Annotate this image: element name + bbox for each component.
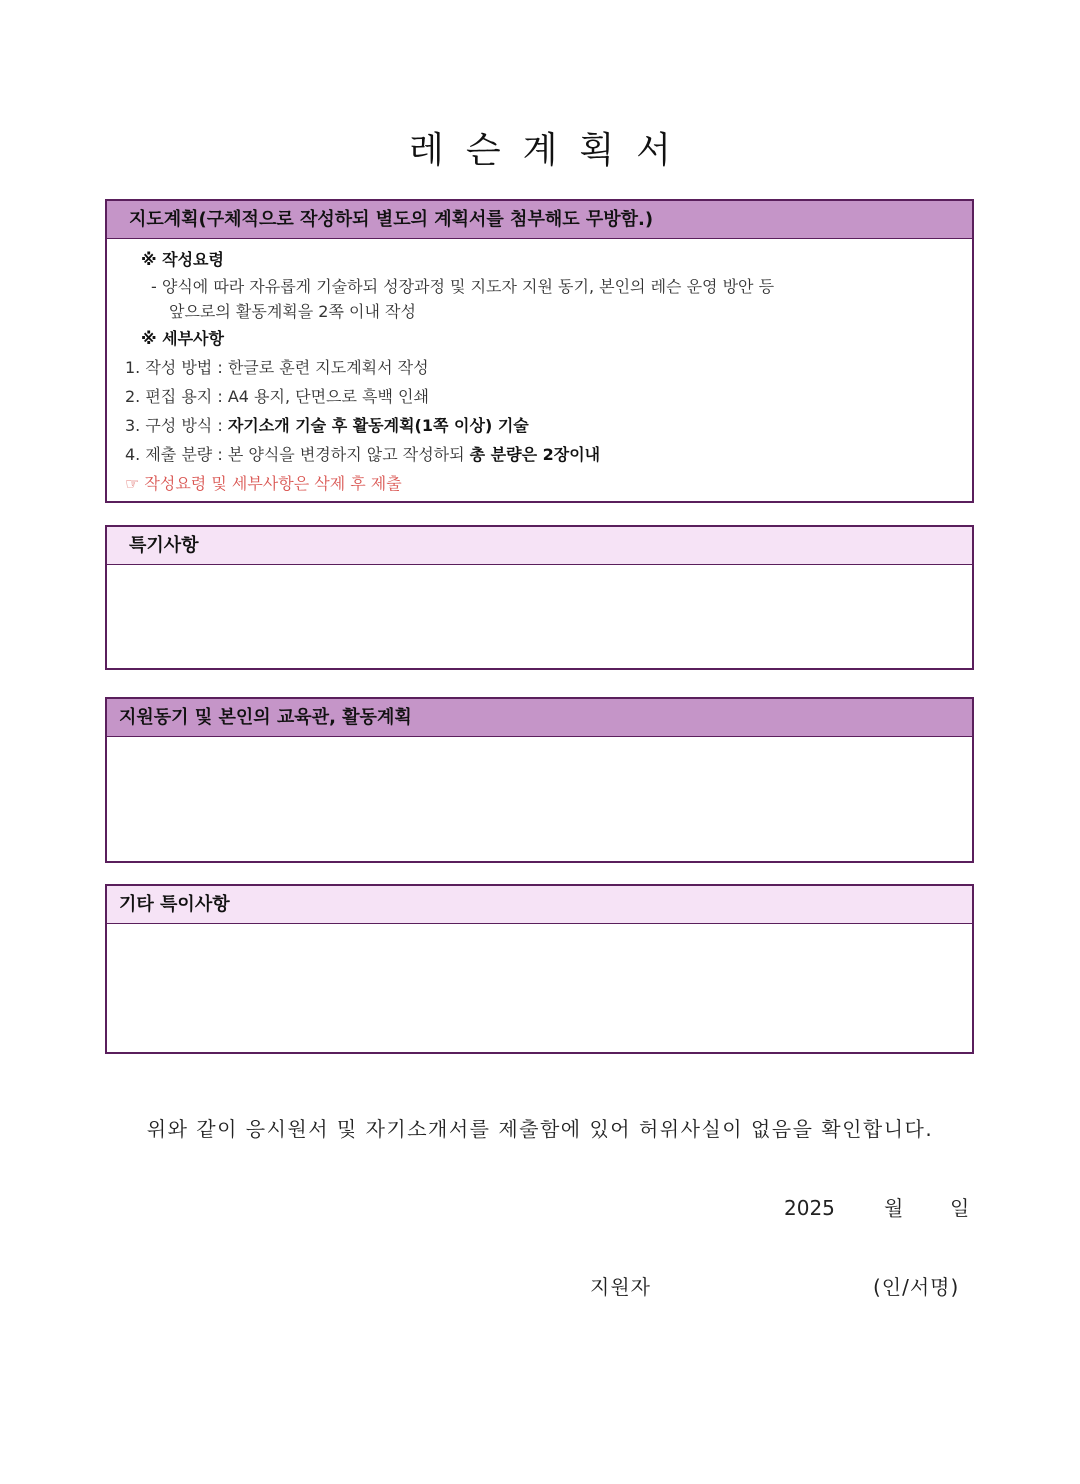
writing-guide-line-1: - 양식에 따라 자유롭게 기술하되 성장과정 및 지도자 지원 동기, 본인의 레슨 운영 방안 등 bbox=[151, 277, 775, 296]
date-year: 2025 bbox=[784, 1196, 835, 1220]
section-instruction-plan bbox=[105, 199, 974, 503]
detail-item-3-label: 3. 구성 방식 : bbox=[125, 416, 228, 435]
detail-item-4-emphasis: 총 분량은 2장이내 bbox=[469, 445, 601, 464]
detail-item-3 bbox=[125, 411, 972, 440]
detail-item-1 bbox=[125, 353, 972, 382]
delete-before-submit-notice: ☞ 작성요령 및 세부사항은 삭제 후 제출 bbox=[125, 474, 402, 493]
date-row bbox=[784, 1192, 969, 1221]
writing-guide-line-2: 앞으로의 활동계획을 2쪽 이내 작성 bbox=[169, 302, 416, 321]
writing-guide bbox=[107, 239, 972, 498]
applicant-label: 지원자 bbox=[590, 1275, 651, 1299]
seal-signature-label: (인/서명) bbox=[873, 1275, 960, 1299]
section-instruction-plan-header: 지도계획(구체적으로 작성하되 별도의 계획서를 첨부해도 무방함.) bbox=[107, 201, 972, 239]
details-title: ※ 세부사항 bbox=[141, 329, 224, 348]
detail-item-1-label: 1. 작성 방법 : bbox=[125, 358, 228, 377]
date-month-label: 월 bbox=[884, 1196, 904, 1220]
detail-item-1-text: 한글로 훈련 지도계획서 작성 bbox=[227, 358, 429, 377]
document-title: 레슨계획서 bbox=[409, 130, 693, 171]
detail-item-3-emphasis: 자기소개 기술 후 활동계획(1쪽 이상) 기술 bbox=[227, 416, 529, 435]
section-other-remarks-header: 기타 특이사항 bbox=[107, 886, 972, 924]
detail-item-2-text: A4 용지, 단면으로 흑백 인쇄 bbox=[227, 387, 429, 406]
confirmation-statement: 위와 같이 응시원서 및 자기소개서를 제출함에 있어 허위사실이 없음을 확인합니다. bbox=[146, 1117, 934, 1141]
detail-item-4-text: 본 양식을 변경하지 않고 작성하되 bbox=[227, 445, 470, 464]
detail-item-2 bbox=[125, 382, 972, 411]
writing-guide-title: ※ 작성요령 bbox=[141, 250, 224, 269]
section-special-notes bbox=[105, 525, 974, 670]
section-motivation-content[interactable] bbox=[107, 737, 972, 857]
section-other-remarks-content[interactable] bbox=[107, 924, 972, 1049]
date-day-label: 일 bbox=[950, 1196, 970, 1220]
section-other-remarks bbox=[105, 884, 974, 1054]
detail-item-4-label: 4. 제출 분량 : bbox=[125, 445, 228, 464]
section-motivation-header: 지원동기 및 본인의 교육관, 활동계획 bbox=[107, 699, 972, 737]
section-special-notes-content[interactable] bbox=[107, 565, 972, 665]
detail-item-2-label: 2. 편집 용지 : bbox=[125, 387, 228, 406]
section-special-notes-header: 특기사항 bbox=[107, 527, 972, 565]
detail-item-4 bbox=[125, 440, 972, 469]
section-motivation bbox=[105, 697, 974, 863]
